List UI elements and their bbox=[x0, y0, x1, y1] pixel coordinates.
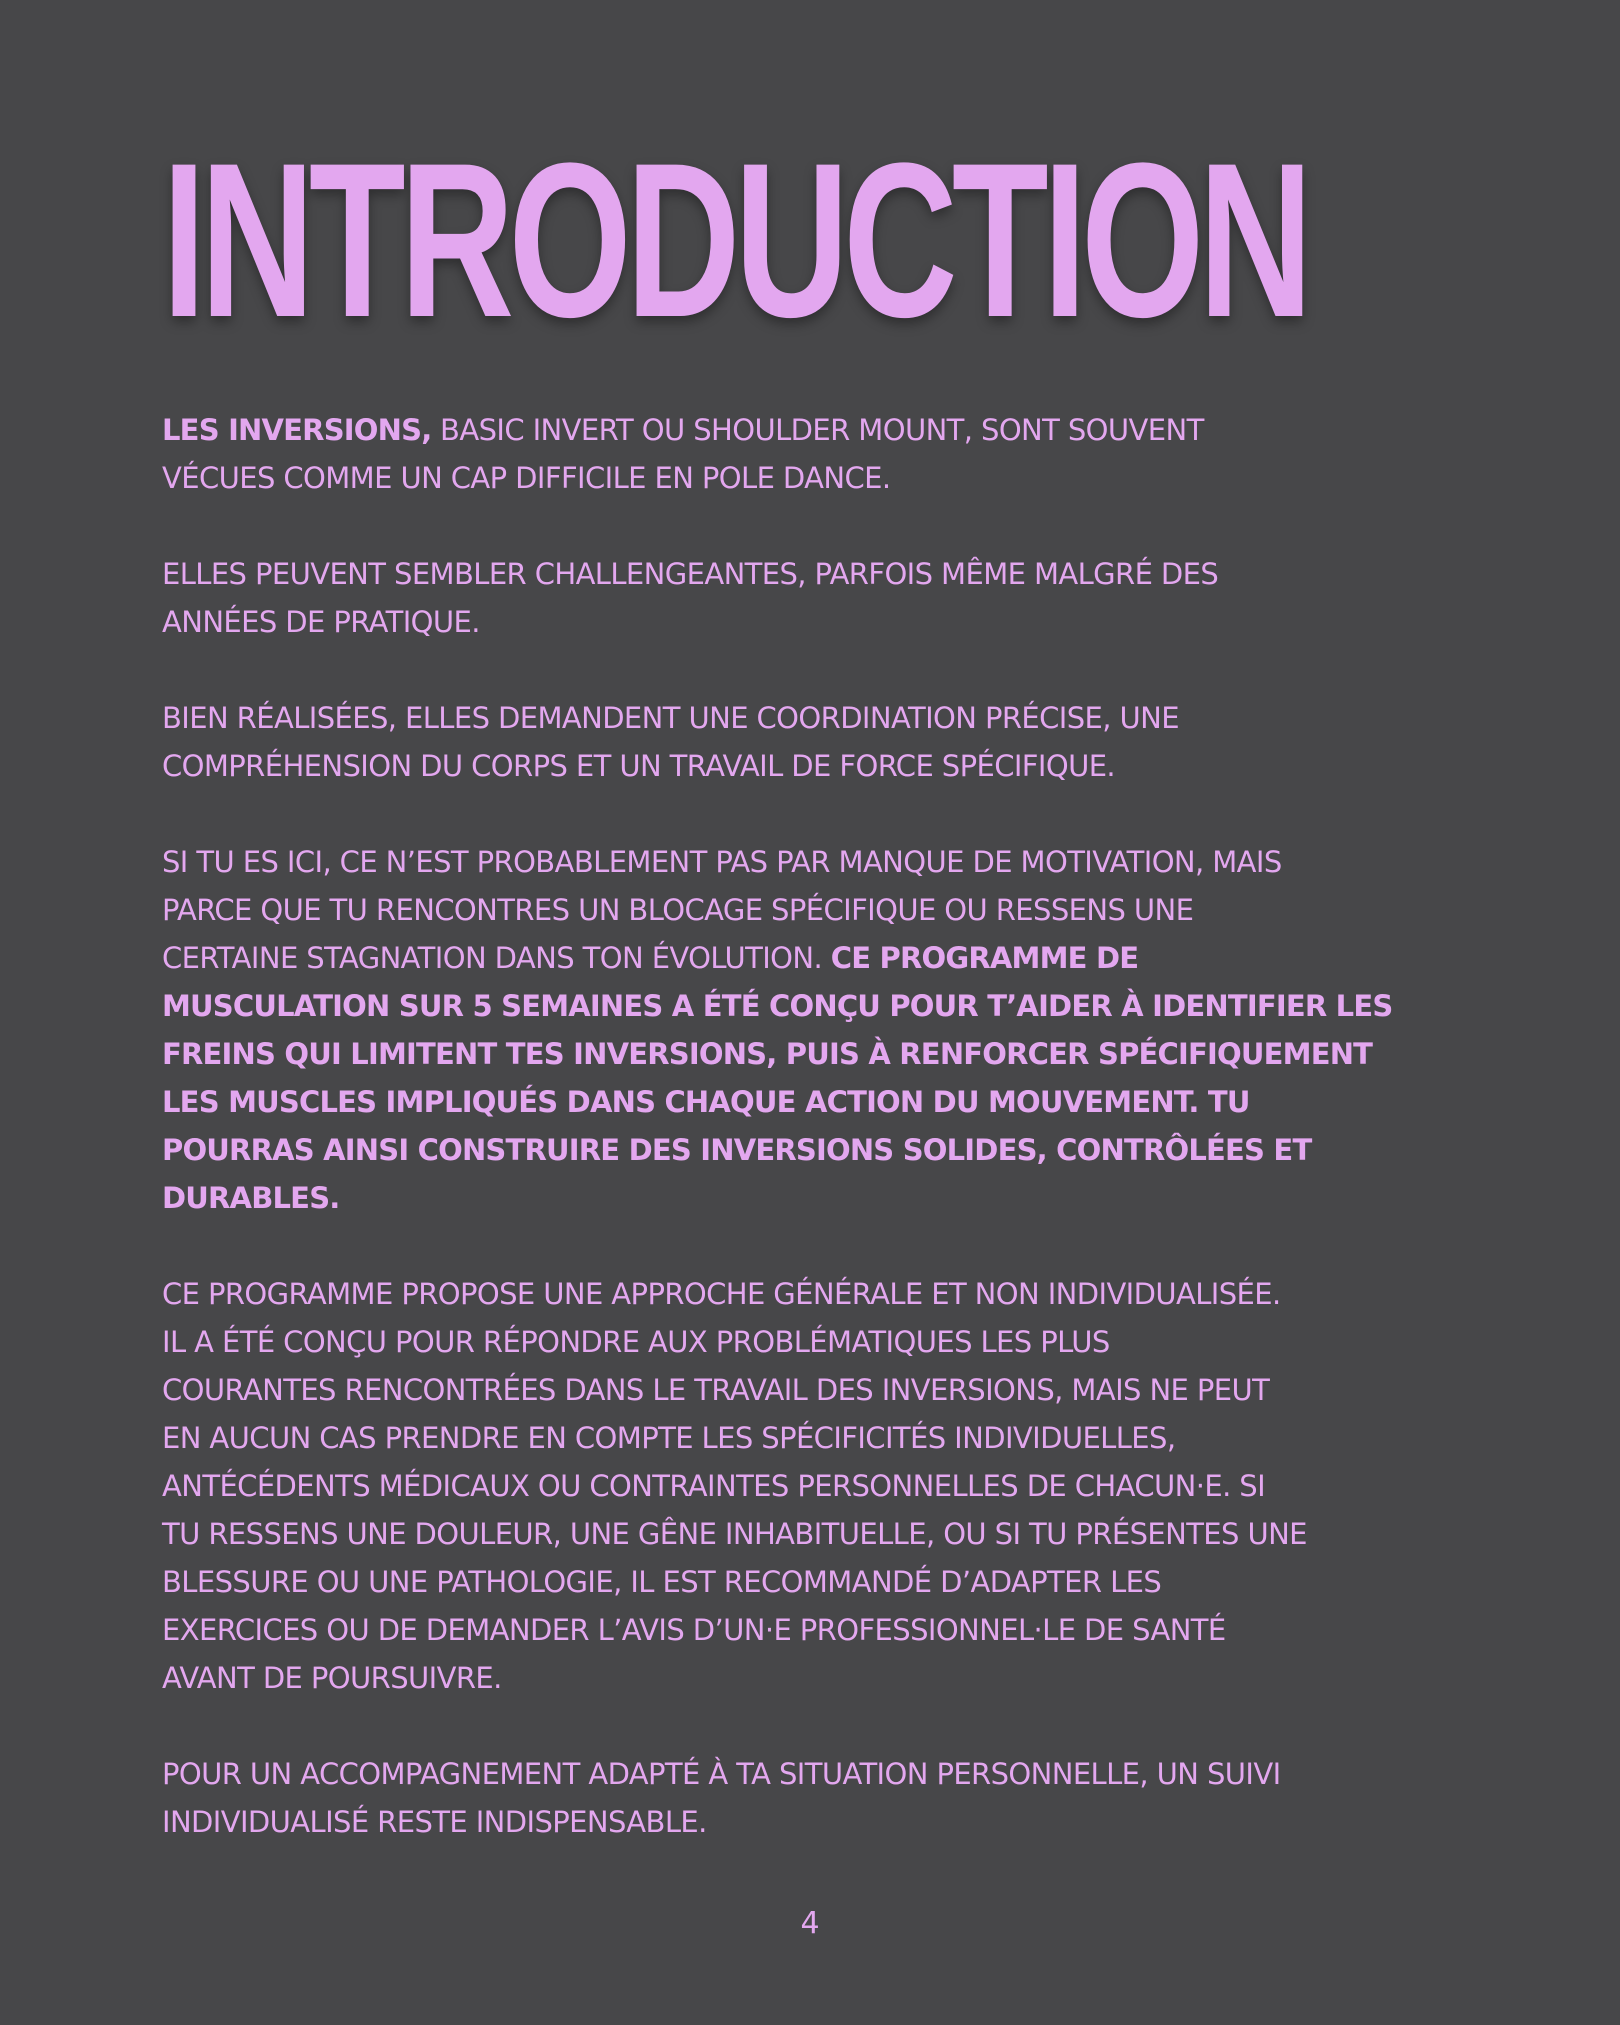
text-line bbox=[162, 1798, 1462, 1846]
emphasis-text: DURABLES. bbox=[162, 1181, 340, 1215]
emphasis-text: CE PROGRAMME DE bbox=[830, 941, 1139, 975]
text-line bbox=[162, 1558, 1462, 1606]
text-line bbox=[162, 598, 1462, 646]
body-text-run: TU RESSENS UNE DOULEUR, UNE GÊNE INHABITUELLE, OU SI TU PRÉSENTES UNE bbox=[162, 1517, 1307, 1551]
document-page bbox=[162, 0, 1462, 2025]
body-text-run: AVANT DE POURSUIVRE. bbox=[162, 1661, 502, 1695]
text-line bbox=[162, 1510, 1462, 1558]
body-text-run: BIEN RÉALISÉES, ELLES DEMANDENT UNE COORDINATION PRÉCISE, UNE bbox=[162, 701, 1179, 735]
body-text-run: ANNÉES DE PRATIQUE. bbox=[162, 605, 480, 639]
text-line bbox=[162, 1414, 1462, 1462]
text-line bbox=[162, 934, 1462, 982]
text-line bbox=[162, 1366, 1462, 1414]
paragraph bbox=[162, 406, 1462, 502]
body-text-run: VÉCUES COMME UN CAP DIFFICILE EN POLE DANCE. bbox=[162, 461, 891, 495]
text-line bbox=[162, 1126, 1462, 1174]
text-line bbox=[162, 406, 1462, 454]
text-line bbox=[162, 742, 1462, 790]
body-text-run: SI TU ES ICI, CE N’EST PROBABLEMENT PAS PAR MANQUE DE MOTIVATION, MAIS bbox=[162, 845, 1282, 879]
text-line bbox=[162, 1174, 1462, 1222]
emphasis-text: LES INVERSIONS, bbox=[162, 413, 432, 447]
body-text-run: BLESSURE OU UNE PATHOLOGIE, IL EST RECOMMANDÉ D’ADAPTER LES bbox=[162, 1565, 1162, 1599]
body-text-run: EN AUCUN CAS PRENDRE EN COMPTE LES SPÉCIFICITÉS INDIVIDUELLES, bbox=[162, 1421, 1176, 1455]
paragraph bbox=[162, 550, 1462, 646]
text-line bbox=[162, 454, 1462, 502]
emphasis-text: FREINS QUI LIMITENT TES INVERSIONS, PUIS À RENFORCER SPÉCIFIQUEMENT bbox=[162, 1037, 1373, 1071]
body-text bbox=[162, 406, 1462, 1894]
text-line bbox=[162, 1462, 1462, 1510]
emphasis-text: POURRAS AINSI CONSTRUIRE DES INVERSIONS SOLIDES, CONTRÔLÉES ET bbox=[162, 1133, 1312, 1167]
body-text-run: BASIC INVERT OU SHOULDER MOUNT, SONT SOUVENT bbox=[431, 413, 1204, 447]
emphasis-text: MUSCULATION SUR 5 SEMAINES A ÉTÉ CONÇU POUR T’AIDER À IDENTIFIER LES bbox=[162, 989, 1393, 1023]
text-line bbox=[162, 838, 1462, 886]
text-line bbox=[162, 886, 1462, 934]
body-text-run: INDIVIDUALISÉ RESTE INDISPENSABLE. bbox=[162, 1805, 707, 1839]
body-text-run: COMPRÉHENSION DU CORPS ET UN TRAVAIL DE FORCE SPÉCIFIQUE. bbox=[162, 749, 1116, 783]
text-line bbox=[162, 1078, 1462, 1126]
text-line bbox=[162, 1030, 1462, 1078]
paragraph bbox=[162, 1270, 1462, 1702]
text-line bbox=[162, 694, 1462, 742]
body-text-run: POUR UN ACCOMPAGNEMENT ADAPTÉ À TA SITUATION PERSONNELLE, UN SUIVI bbox=[162, 1757, 1281, 1791]
text-line bbox=[162, 1750, 1462, 1798]
page-number: 4 bbox=[800, 1906, 820, 1941]
text-line bbox=[162, 1606, 1462, 1654]
body-text-run: ELLES PEUVENT SEMBLER CHALLENGEANTES, PARFOIS MÊME MALGRÉ DES bbox=[162, 557, 1219, 591]
body-text-run: CE PROGRAMME PROPOSE UNE APPROCHE GÉNÉRALE ET NON INDIVIDUALISÉE. bbox=[162, 1277, 1281, 1311]
body-text-run: IL A ÉTÉ CONÇU POUR RÉPONDRE AUX PROBLÉMATIQUES LES PLUS bbox=[162, 1325, 1110, 1359]
text-line bbox=[162, 1654, 1462, 1702]
text-line bbox=[162, 1270, 1462, 1318]
body-text-run: EXERCICES OU DE DEMANDER L’AVIS D’UN·E PROFESSIONNEL·LE DE SANTÉ bbox=[162, 1613, 1226, 1647]
body-text-run: ANTÉCÉDENTS MÉDICAUX OU CONTRAINTES PERSONNELLES DE CHACUN·E. SI bbox=[162, 1469, 1266, 1503]
text-line bbox=[162, 550, 1462, 598]
page-title: INTRODUCTION bbox=[162, 117, 1308, 363]
text-line bbox=[162, 982, 1462, 1030]
body-text-run: PARCE QUE TU RENCONTRES UN BLOCAGE SPÉCIFIQUE OU RESSENS UNE bbox=[162, 893, 1194, 927]
emphasis-text: LES MUSCLES IMPLIQUÉS DANS CHAQUE ACTION DU MOUVEMENT. TU bbox=[162, 1085, 1250, 1119]
paragraph bbox=[162, 1750, 1462, 1846]
body-text-run: COURANTES RENCONTRÉES DANS LE TRAVAIL DES INVERSIONS, MAIS NE PEUT bbox=[162, 1373, 1270, 1407]
text-line bbox=[162, 1318, 1462, 1366]
paragraph bbox=[162, 694, 1462, 790]
body-text-run: CERTAINE STAGNATION DANS TON ÉVOLUTION. bbox=[162, 941, 831, 975]
paragraph bbox=[162, 838, 1462, 1222]
